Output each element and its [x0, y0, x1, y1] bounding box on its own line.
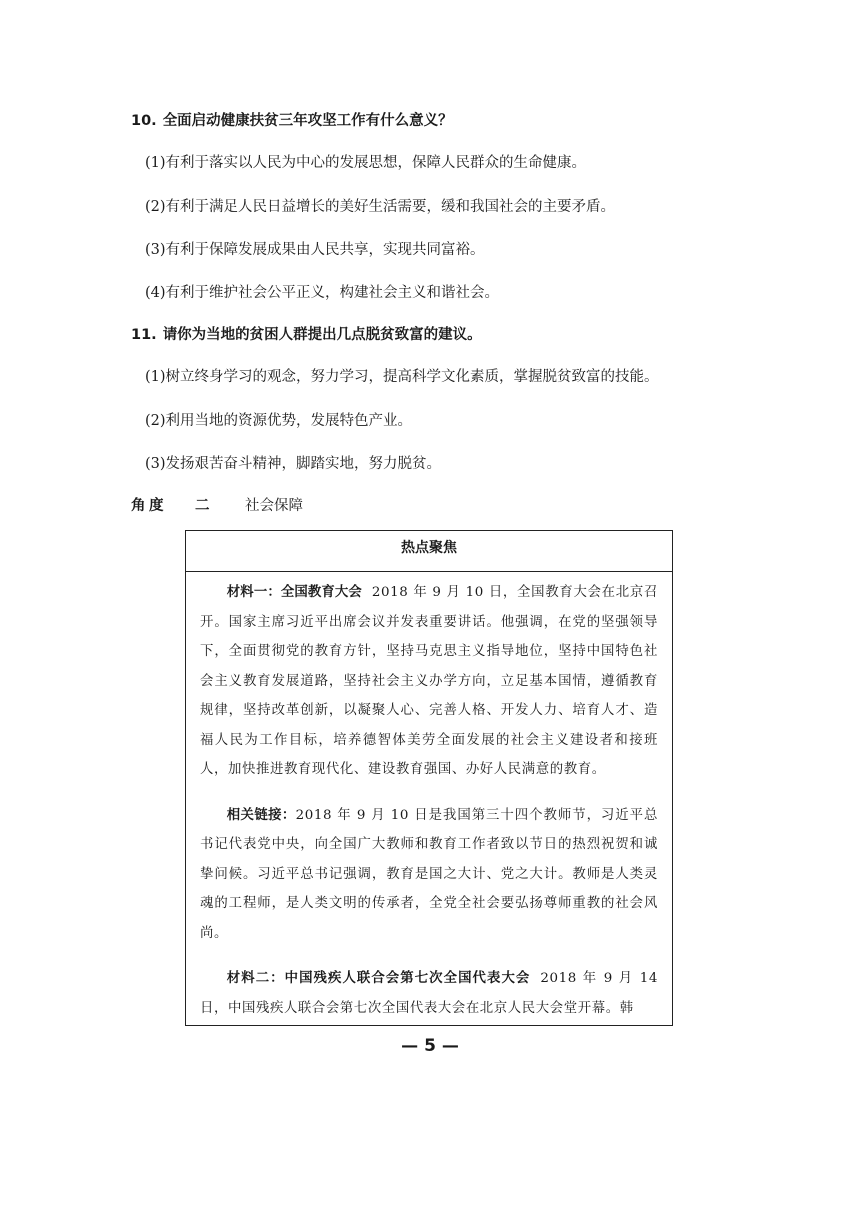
- hotspot-body: [186, 572, 672, 1023]
- material-1-text: 2018 年 9 月 10 日，全国教育大会在北京召开。国家主席习近平出席会议并发表重要讲话。他强调，在党的坚强领导下，全面贯彻党的教育方针，坚持马克思主义指导地位，坚持中国特色社会主义教育发展道路，坚持社会主义办学方向，立足基本国情，遵循教育规律，坚持改革创新，以凝聚人心、完善人格、开发人力、培育人才、造福人民为工作目标，培养德智体美劳全面发展的社会主义建设者和接班人，加快推进教育现代化、建设教育强国、办好人民满意的教育。: [200, 585, 658, 777]
- material-2-paragraph: [200, 964, 658, 1023]
- hotspot-box: [185, 530, 673, 1026]
- question-10-answer-3: (3)有利于保障发展成果由人民共享，实现共同富裕。: [145, 242, 485, 258]
- related-link-paragraph: [200, 801, 658, 949]
- material-2-text: 2018 年 9 月 14 日，中国残疾人联合会第七次全国代表大会在北京人民大会堂开幕。韩: [200, 971, 658, 1016]
- question-10-answer-4: (4)有利于维护社会公平正义，构建社会主义和谐社会。: [145, 285, 500, 301]
- hotspot-header: 热点聚焦: [186, 531, 672, 572]
- section-heading: [131, 494, 303, 515]
- section-label-1: 角: [131, 498, 146, 514]
- question-11-text: 请你为当地的贫困人群提出几点脱贫致富的建议。: [162, 327, 482, 343]
- related-link-text: 2018 年 9 月 10 日是我国第三十四个教师节，习近平总书记代表党中央，向全国广大教师和教育工作者致以节日的热烈祝贺和诚挚问候。习近平总书记强调，教育是国之大计、党之大计。教师是人类灵魂的工程师，是人类文明的传承者，全党全社会要弘扬尊师重教的社会风尚。: [200, 807, 658, 941]
- page-number: — 5 —: [401, 1036, 459, 1056]
- related-link-lead: 相关链接：: [226, 807, 296, 823]
- question-11-answer-1: (1)树立终身学习的观念，努力学习，提高科学文化素质，掌握脱贫致富的技能。: [145, 369, 659, 385]
- material-1-paragraph: [200, 578, 658, 785]
- material-1-lead: 材料一：全国教育大会: [226, 585, 362, 600]
- question-10-title: [131, 109, 453, 130]
- section-label-3: 二: [195, 498, 210, 514]
- question-10-number: 10.: [131, 113, 157, 129]
- material-2-lead: 材料二：中国残疾人联合会第七次全国代表大会: [226, 971, 531, 986]
- question-11-number: 11.: [131, 327, 157, 343]
- question-11-answer-3: (3)发扬艰苦奋斗精神，脚踏实地，努力脱贫。: [145, 456, 442, 472]
- question-11-answer-2: (2)利用当地的资源优势，发展特色产业。: [145, 413, 413, 429]
- section-label-2: 度: [149, 498, 164, 514]
- question-10-answer-1: (1)有利于落实以人民为中心的发展思想，保障人民群众的生命健康。: [145, 155, 587, 171]
- question-11-title: [131, 323, 482, 344]
- question-10-answer-2: (2)有利于满足人民日益增长的美好生活需要，缓和我国社会的主要矛盾。: [145, 199, 616, 215]
- question-10-text: 全面启动健康扶贫三年攻坚工作有什么意义？: [162, 113, 453, 129]
- section-title: 社会保障: [245, 498, 303, 514]
